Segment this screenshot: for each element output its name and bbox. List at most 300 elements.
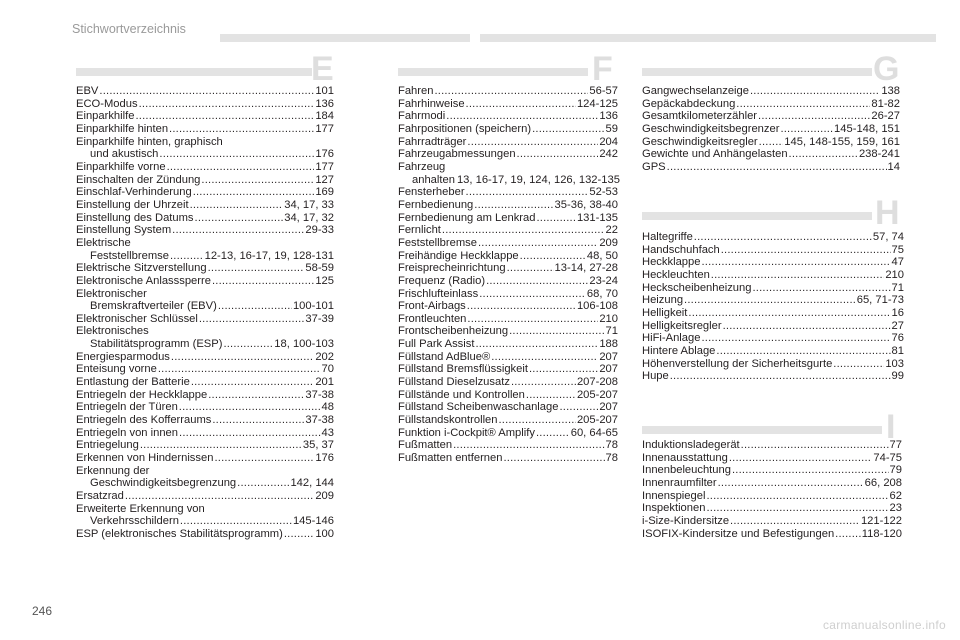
index-term: Innenbeleuchtung: [642, 464, 731, 477]
index-entry: [398, 199, 618, 212]
index-entry: [76, 401, 334, 414]
index-term: anhalten: [412, 173, 455, 186]
index-term: Erkennung der: [76, 464, 150, 477]
page-reference: 23-24: [589, 274, 618, 287]
index-term: Fußmatten entfernen: [398, 452, 503, 465]
page-reference: 57, 74: [872, 231, 904, 243]
index-entry: [76, 300, 334, 313]
dot-leader: [532, 123, 604, 136]
index-term: Verkehrsschildern: [90, 515, 179, 528]
page-reference: 68, 70: [586, 287, 618, 300]
dot-leader: [223, 338, 273, 351]
page-reference: 75: [891, 243, 904, 256]
page-reference: 210: [599, 312, 618, 325]
index-term: Fernlicht: [398, 224, 441, 237]
dot-leader: [434, 85, 588, 98]
page-reference: 207: [599, 363, 618, 376]
dot-leader: [139, 98, 315, 111]
dot-leader: [741, 439, 889, 452]
page-reference: 145, 148-155, 159, 161: [784, 135, 900, 148]
index-entry: [398, 427, 618, 440]
dot-leader: [212, 414, 304, 427]
index-term: Full Park Assist: [398, 338, 475, 351]
index-entry: [398, 174, 618, 187]
index-term: Handschuhfach: [642, 243, 720, 256]
dot-leader: [706, 502, 888, 515]
index-entry: [398, 224, 618, 237]
index-entry: [76, 389, 334, 402]
dot-leader: [158, 363, 321, 376]
dot-leader: [191, 376, 315, 389]
index-entry: [398, 250, 618, 263]
index-term: Einparkhilfe vorne: [76, 160, 166, 173]
dot-leader: [536, 212, 575, 225]
section-letter-g: G: [873, 50, 900, 88]
index-entry: [642, 123, 900, 136]
index-term: Gepäckabdeckung: [642, 97, 736, 110]
page-reference: 81: [891, 344, 904, 357]
index-entry: [642, 148, 900, 161]
dot-leader: [711, 269, 885, 282]
index-entry: [76, 376, 334, 389]
index-entry: [76, 452, 334, 465]
index-term: i-Size-Kindersitze: [642, 514, 730, 527]
index-entry: [76, 439, 334, 452]
index-entry: [76, 351, 334, 364]
index-term: Einstellung des Datums: [76, 211, 194, 224]
index-entry: [642, 332, 904, 345]
index-entry: [76, 338, 334, 351]
dot-leader: [706, 490, 888, 503]
dot-leader: [559, 401, 598, 414]
index-term: Front-Airbags: [398, 300, 466, 313]
index-term: Erweiterte Erkennung von: [76, 502, 205, 515]
index-term: GPS: [642, 160, 666, 173]
page-reference: 23: [889, 502, 902, 515]
page-reference: 142, 144: [290, 477, 334, 490]
dot-leader: [237, 477, 289, 490]
index-term: Heizung: [642, 294, 684, 307]
index-entry: [642, 320, 904, 333]
index-term: Einstellung System: [76, 224, 172, 237]
dot-leader: [701, 332, 890, 345]
page-reference: 145-148, 151: [834, 122, 900, 135]
page-reference: 43: [321, 426, 334, 439]
dot-leader: [507, 262, 554, 275]
index-term: Fahrhinweise: [398, 97, 465, 110]
dot-leader: [730, 515, 860, 528]
page-reference: 209: [315, 490, 334, 502]
page-reference: 205-207: [576, 388, 618, 401]
index-term: Einschalten der Zündung: [76, 173, 201, 186]
index-term: Elektrische Sitzverstellung: [76, 262, 207, 275]
index-column-i: [642, 439, 902, 540]
index-term: Gangwechselanzeige: [642, 85, 749, 97]
dot-leader: [467, 300, 576, 313]
page-reference: 125: [315, 274, 334, 287]
index-entry: [76, 110, 334, 123]
index-entry: [642, 256, 904, 269]
index-entry: [642, 244, 904, 257]
index-entry: [398, 363, 618, 376]
section-divider-g: [642, 68, 872, 76]
page-reference: 103: [885, 357, 904, 370]
index-entry: [76, 528, 334, 541]
index-entry: [76, 199, 334, 212]
dot-leader: [467, 136, 598, 149]
index-term: Entriegeln der Heckklappe: [76, 388, 208, 401]
index-entry: [642, 490, 902, 503]
page-reference: 48: [321, 401, 334, 414]
section-letter-e: E: [311, 50, 334, 88]
page-reference: 13, 16-17, 19, 124, 126, 132-135: [456, 173, 620, 186]
dot-leader: [167, 161, 315, 174]
index-term: Füllstand Scheibenwaschanlage: [398, 401, 559, 414]
index-term: Fahrzeug: [398, 160, 446, 173]
index-entry: [76, 313, 334, 326]
dot-leader: [199, 313, 305, 326]
page-reference: 12-13, 16-17, 19, 128-131: [204, 249, 334, 262]
index-term: Füllstand AdBlue®: [398, 350, 491, 363]
index-term: Füllstand Bremsflüssigkeit: [398, 363, 528, 376]
index-term: Geschwindigkeitsbegrenzung: [90, 477, 237, 490]
dot-leader: [732, 464, 889, 477]
index-entry: [398, 325, 618, 338]
dot-leader: [214, 452, 314, 465]
dot-leader: [179, 427, 321, 440]
page-reference: 52-53: [589, 186, 618, 199]
index-term: Höhenverstellung der Sicherheitsgurte: [642, 357, 833, 370]
dot-leader: [486, 275, 588, 288]
index-entry: [642, 110, 900, 123]
index-entry: [642, 370, 904, 383]
dot-leader: [835, 528, 861, 541]
index-term: Innenraumfilter: [642, 476, 717, 489]
page-reference: 22: [605, 224, 618, 237]
page-reference: 118-120: [861, 527, 902, 540]
page-reference: 100: [315, 527, 334, 540]
page-reference: 136: [315, 97, 334, 110]
page-reference: 242: [599, 148, 618, 161]
page-reference: 100-101: [292, 300, 334, 313]
dot-leader: [780, 123, 833, 136]
dot-leader: [511, 376, 576, 389]
page-reference: 177: [315, 122, 334, 135]
index-term: Entlastung der Batterie: [76, 376, 190, 389]
index-term: Einparkhilfe: [76, 110, 135, 123]
page-reference: 138: [881, 85, 900, 97]
page-reference: 145-146: [292, 515, 334, 528]
page-reference: 70: [321, 363, 334, 376]
index-entry: [76, 186, 334, 199]
index-entry: [76, 414, 334, 427]
index-term: Energiesparmodus: [76, 350, 170, 363]
index-term: Freisprecheinrichtung: [398, 262, 506, 275]
page-number: 246: [32, 604, 53, 618]
page-reference: 56-57: [589, 85, 618, 97]
page-reference: 37-38: [305, 388, 334, 401]
header-divider: [220, 34, 470, 42]
dot-leader: [208, 262, 305, 275]
dot-leader: [526, 389, 576, 402]
page-reference: 47: [891, 256, 904, 269]
index-term: Elektronischer: [76, 287, 147, 300]
dot-leader: [195, 212, 284, 225]
dot-leader: [208, 389, 304, 402]
dot-leader: [529, 363, 598, 376]
page-reference: 136: [599, 110, 618, 123]
page-reference: 16: [891, 306, 904, 319]
index-term: Innenausstattung: [642, 451, 728, 464]
page-reference: 207: [599, 350, 618, 363]
dot-leader: [169, 123, 314, 136]
dot-leader: [750, 85, 880, 98]
index-entry: [76, 98, 334, 111]
page-reference: 26-27: [871, 110, 900, 123]
header-divider: [480, 34, 936, 42]
index-entry: [398, 338, 618, 351]
page-reference: 99: [891, 370, 904, 383]
dot-leader: [479, 288, 586, 301]
page-reference: 204: [599, 135, 618, 148]
page-reference: 14: [887, 160, 900, 173]
index-entry: [642, 502, 902, 515]
index-entry: [398, 414, 618, 427]
page-reference: 27: [891, 319, 904, 332]
index-term: Hupe: [642, 370, 669, 383]
page-reference: 74-75: [873, 451, 902, 464]
page-reference: 60, 64-65: [570, 426, 618, 439]
dot-leader: [789, 148, 858, 161]
dot-leader: [218, 300, 292, 313]
index-term: Fahrpositionen (speichern): [398, 122, 532, 135]
dot-leader: [478, 237, 598, 250]
dot-leader: [170, 250, 204, 263]
dot-leader: [517, 148, 599, 161]
section-letter-h: H: [875, 194, 900, 232]
index-term: Frontscheibenheizung: [398, 325, 509, 338]
index-entry: [642, 98, 900, 111]
dot-leader: [729, 452, 873, 465]
page-reference: 59: [605, 122, 618, 135]
index-term: ESP (elektronisches Stabilitätsprogramm): [76, 527, 283, 540]
index-term: Bremskraftverteiler (EBV): [90, 300, 217, 313]
page-reference: 106-108: [576, 300, 618, 313]
index-term: Inspektionen: [642, 502, 706, 515]
index-term: Feststellbremse: [398, 236, 477, 249]
dot-leader: [475, 338, 598, 351]
index-entry: [642, 477, 902, 490]
index-term: HiFi-Anlage: [642, 332, 701, 345]
page-reference: 66, 208: [864, 476, 902, 489]
page-reference: 37-39: [305, 312, 334, 325]
dot-leader: [172, 224, 304, 237]
page-reference: 207: [599, 401, 618, 414]
page-reference: 124-125: [576, 97, 618, 110]
index-entry: [398, 237, 618, 250]
index-entry: [76, 262, 334, 275]
dot-leader: [684, 294, 856, 307]
page-reference: 78: [605, 439, 618, 452]
index-entry: [642, 294, 904, 307]
page-reference: 238-241: [858, 148, 900, 161]
dot-leader: [201, 174, 314, 187]
dot-leader: [520, 250, 586, 263]
dot-leader: [180, 515, 292, 528]
page-reference: 101: [315, 85, 334, 97]
index-entry: [398, 452, 618, 465]
index-term: Entriegeln der Türen: [76, 401, 178, 414]
page-reference: 176: [315, 452, 334, 465]
dot-leader: [474, 199, 553, 212]
page-reference: 35, 37: [302, 439, 334, 452]
section-letter-f: F: [592, 50, 613, 88]
page-reference: 65, 71-73: [856, 294, 904, 307]
index-entry: [76, 490, 334, 503]
dot-leader: [752, 282, 890, 295]
page-header-title: Stichwortverzeichnis: [72, 22, 186, 36]
index-entry: [642, 452, 902, 465]
dot-leader: [212, 275, 314, 288]
index-term: Füllstände und Kontrollen: [398, 388, 525, 401]
index-entry: [398, 351, 618, 364]
index-entry: [642, 358, 904, 371]
index-entry: [398, 212, 618, 225]
index-entry: [398, 389, 618, 402]
dot-leader: [721, 244, 891, 257]
dot-leader: [670, 370, 891, 383]
dot-leader: [758, 110, 870, 123]
dot-leader: [701, 256, 890, 269]
dot-leader: [718, 477, 864, 490]
index-term: Frontleuchten: [398, 312, 467, 325]
page-reference: 79: [889, 464, 902, 477]
dot-leader: [179, 401, 321, 414]
index-term: Geschwindigkeitsbegrenzer: [642, 122, 780, 135]
index-entry: [642, 345, 904, 358]
index-entry: [642, 269, 904, 282]
section-divider-f: [398, 68, 588, 76]
page-reference: 127: [315, 173, 334, 186]
page-reference: 13-14, 27-28: [554, 262, 618, 275]
index-term: Elektrische: [76, 236, 131, 249]
page-reference: 205-207: [576, 414, 618, 427]
dot-leader: [284, 528, 314, 541]
index-entry: [76, 148, 334, 161]
index-entry: [398, 401, 618, 414]
dot-leader: [466, 186, 589, 199]
index-entry: [398, 275, 618, 288]
page-reference: 177: [315, 160, 334, 173]
index-column-f: [398, 85, 618, 465]
index-entry: [398, 98, 618, 111]
dot-leader: [190, 199, 284, 212]
index-term: Fernbedienung am Lenkrad: [398, 211, 536, 224]
index-term: Heckklappe: [642, 256, 701, 269]
page-reference: 58-59: [305, 262, 334, 275]
dot-leader: [667, 161, 887, 174]
dot-leader: [723, 320, 891, 333]
page-reference: 188: [599, 338, 618, 351]
index-entry: [398, 376, 618, 389]
page-reference: 210: [885, 268, 904, 281]
index-entry: [398, 123, 618, 136]
dot-leader: [509, 325, 604, 338]
dot-leader: [503, 452, 604, 465]
index-entry: [642, 85, 900, 98]
index-entry: [76, 212, 334, 225]
page-reference: 48, 50: [586, 249, 618, 262]
dot-leader: [171, 351, 314, 364]
index-term: Fensterheber: [398, 186, 465, 199]
index-term: Frischlufteinlass: [398, 287, 479, 300]
index-entry: [76, 275, 334, 288]
index-entry: [76, 250, 334, 263]
index-entry: [642, 439, 902, 452]
index-term: Fahrmodi: [398, 110, 446, 123]
index-term: Gesamtkilometerzähler: [642, 110, 758, 123]
page-reference: 201: [315, 376, 334, 389]
index-term: Einschlaf-Verhinderung: [76, 186, 192, 199]
index-term: Fahren: [398, 85, 434, 97]
dot-leader: [466, 98, 576, 111]
page-reference: 202: [315, 350, 334, 363]
index-term: Einparkhilfe hinten, graphisch: [76, 135, 223, 148]
dot-leader: [442, 224, 605, 237]
page-reference: 184: [315, 110, 334, 123]
page-reference: 71: [891, 281, 904, 294]
index-term: Helligkeit: [642, 306, 688, 319]
dot-leader: [536, 427, 570, 440]
index-entry: [642, 515, 902, 528]
index-term: Funktion i-Cockpit® Amplify: [398, 426, 535, 439]
page-reference: 18, 100-103: [274, 338, 334, 351]
index-term: EBV: [76, 85, 99, 97]
index-term: Hintere Ablage: [642, 344, 716, 357]
index-entry: [76, 363, 334, 376]
index-term: Entriegeln des Kofferraums: [76, 414, 212, 427]
page-reference: 78: [605, 452, 618, 465]
index-entry: [76, 515, 334, 528]
section-divider-e: [76, 68, 312, 76]
dot-leader: [125, 490, 314, 503]
index-term: ISOFIX-Kindersitze und Befestigungen: [642, 527, 835, 540]
index-term: Füllstand Dieselzusatz: [398, 376, 510, 389]
page-reference: 77: [889, 439, 902, 451]
index-entry: [642, 464, 902, 477]
index-term: Heckleuchten: [642, 268, 710, 281]
index-term: Entriegelung: [76, 439, 139, 452]
index-column-e: [76, 85, 334, 541]
index-term: Einstellung der Uhrzeit: [76, 198, 189, 211]
index-entry: [398, 186, 618, 199]
dot-leader: [467, 313, 598, 326]
page-reference: 35-36, 38-40: [554, 198, 618, 211]
page-reference: 169: [315, 186, 334, 199]
index-entry: [76, 123, 334, 136]
index-entry: [398, 300, 618, 313]
index-term: Innenspiegel: [642, 489, 706, 502]
index-term: Ersatzrad: [76, 490, 124, 502]
index-term: Haltegriffe: [642, 231, 693, 243]
index-entry: [76, 85, 334, 98]
index-entry: [642, 161, 900, 174]
page-reference: 34, 17, 32: [284, 211, 334, 224]
index-term: Fernbedienung: [398, 198, 474, 211]
page-reference: 76: [891, 332, 904, 345]
index-entry: [642, 282, 904, 295]
index-term: Frequenz (Radio): [398, 274, 486, 287]
